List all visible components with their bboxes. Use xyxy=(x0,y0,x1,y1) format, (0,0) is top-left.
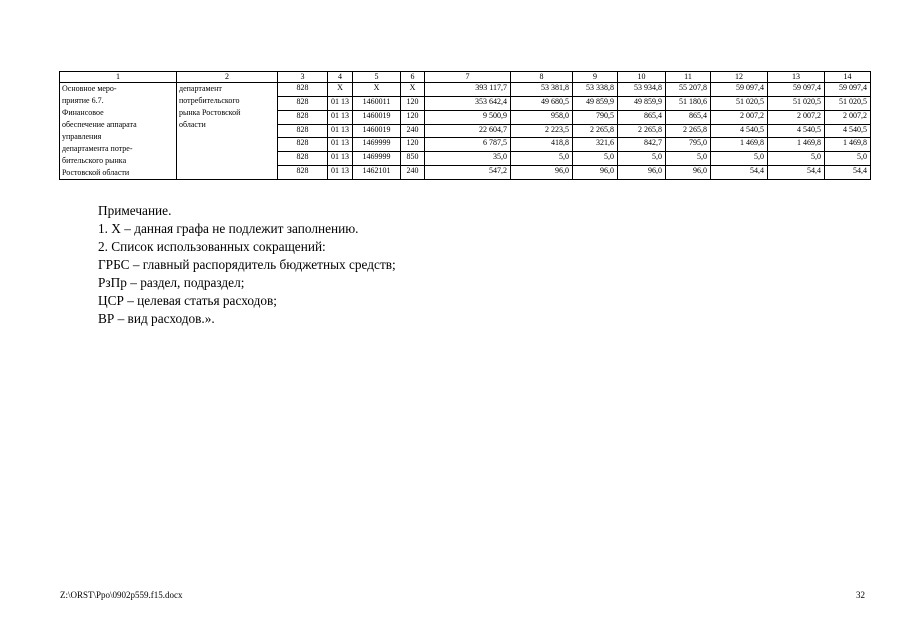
column-header: 5 xyxy=(353,72,401,83)
table-cell: 5,0 xyxy=(768,152,825,166)
column-header: 13 xyxy=(768,72,825,83)
table-cell: 828 xyxy=(278,83,328,97)
table-cell: 1 469,8 xyxy=(825,138,871,152)
table-cell: 120 xyxy=(401,110,425,124)
table-cell: 958,0 xyxy=(511,110,573,124)
table-cell: 2 223,5 xyxy=(511,124,573,138)
table-cell: 5,0 xyxy=(511,152,573,166)
table-cell: 49 680,5 xyxy=(511,96,573,110)
note-line: РзПр – раздел, подраздел; xyxy=(98,275,245,290)
table-cell: 1469999 xyxy=(353,138,401,152)
column-header: 6 xyxy=(401,72,425,83)
table-cell: 120 xyxy=(401,96,425,110)
table-cell: X xyxy=(401,83,425,97)
note-line: 1. Х – данная графа не подлежит заполнению. xyxy=(98,221,359,236)
note-line: 2. Список использованных сокращений: xyxy=(98,239,326,254)
table-cell: 393 117,7 xyxy=(425,83,511,97)
table-cell: 54,4 xyxy=(768,166,825,180)
table-cell: 828 xyxy=(278,166,328,180)
budget-table xyxy=(59,71,871,180)
column-header: 14 xyxy=(825,72,871,83)
table-cell: 865,4 xyxy=(618,110,666,124)
table-cell: 828 xyxy=(278,110,328,124)
table-cell: 5,0 xyxy=(825,152,871,166)
table-cell: 54,4 xyxy=(711,166,768,180)
column-header: 10 xyxy=(618,72,666,83)
table-cell: 240 xyxy=(401,166,425,180)
table-cell: 795,0 xyxy=(666,138,711,152)
column-header: 4 xyxy=(328,72,353,83)
table-cell: 2 265,8 xyxy=(666,124,711,138)
notes-title: Примечание. xyxy=(98,203,172,218)
table-cell: 240 xyxy=(401,124,425,138)
table-cell: 51 020,5 xyxy=(768,96,825,110)
column-header: 9 xyxy=(573,72,618,83)
table-cell: 1469999 xyxy=(353,152,401,166)
footer-file-path: Z:\ORST\Ppo\0902p559.f15.docx xyxy=(60,590,183,600)
notes-section xyxy=(98,202,396,328)
table-cell: 51 180,6 xyxy=(666,96,711,110)
table-cell: 2 007,2 xyxy=(711,110,768,124)
table-cell: 5,0 xyxy=(666,152,711,166)
column-header: 8 xyxy=(511,72,573,83)
column-header: 3 xyxy=(278,72,328,83)
column-header: 2 xyxy=(177,72,278,83)
table-cell: 96,0 xyxy=(573,166,618,180)
table-cell: 4 540,5 xyxy=(711,124,768,138)
table-cell: 790,5 xyxy=(573,110,618,124)
table-cell: 59 097,4 xyxy=(825,83,871,97)
table-cell: 53 338,8 xyxy=(573,83,618,97)
table-cell: 51 020,5 xyxy=(711,96,768,110)
note-line: ЦСР – целевая статья расходов; xyxy=(98,293,277,308)
table-cell: 4 540,5 xyxy=(768,124,825,138)
table-cell: 1460019 xyxy=(353,124,401,138)
table-cell: 59 097,4 xyxy=(768,83,825,97)
table-cell: 54,4 xyxy=(825,166,871,180)
table-cell: 828 xyxy=(278,152,328,166)
table-cell: 96,0 xyxy=(666,166,711,180)
table-cell: 53 934,8 xyxy=(618,83,666,97)
table-cell: 842,7 xyxy=(618,138,666,152)
table-header-row xyxy=(60,72,871,83)
table-cell: 2 007,2 xyxy=(768,110,825,124)
table-cell: 1 469,8 xyxy=(768,138,825,152)
table-cell: 353 642,4 xyxy=(425,96,511,110)
table-cell: 01 13 xyxy=(328,152,353,166)
table-cell: 5,0 xyxy=(711,152,768,166)
table-row xyxy=(60,83,871,97)
table-cell: 01 13 xyxy=(328,110,353,124)
table-cell: X xyxy=(328,83,353,97)
table-cell: 01 13 xyxy=(328,138,353,152)
table-cell: 49 859,9 xyxy=(573,96,618,110)
table-cell: 828 xyxy=(278,124,328,138)
table-cell: 53 381,8 xyxy=(511,83,573,97)
table-cell: 1 469,8 xyxy=(711,138,768,152)
table-cell: 321,6 xyxy=(573,138,618,152)
note-line: ГРБС – главный распорядитель бюджетных средств; xyxy=(98,257,396,272)
table-cell: 96,0 xyxy=(511,166,573,180)
table-cell: X xyxy=(353,83,401,97)
activity-name-cell: Основное меро- приятие 6.7. Финансовое обеспечение аппарата управления департамента потре- бительского рынка Ростовской области xyxy=(60,83,177,180)
table-cell: 22 604,7 xyxy=(425,124,511,138)
page-number: 32 xyxy=(856,590,865,600)
table-cell: 418,8 xyxy=(511,138,573,152)
table-cell: 1460011 xyxy=(353,96,401,110)
table-cell: 55 207,8 xyxy=(666,83,711,97)
table-cell: 1460019 xyxy=(353,110,401,124)
column-header: 11 xyxy=(666,72,711,83)
table-cell: 828 xyxy=(278,138,328,152)
table-cell: 4 540,5 xyxy=(825,124,871,138)
table-cell: 865,4 xyxy=(666,110,711,124)
table-cell: 547,2 xyxy=(425,166,511,180)
table-cell: 828 xyxy=(278,96,328,110)
column-header: 7 xyxy=(425,72,511,83)
table-cell: 59 097,4 xyxy=(711,83,768,97)
table-cell: 2 265,8 xyxy=(618,124,666,138)
table-cell: 51 020,5 xyxy=(825,96,871,110)
table-cell: 120 xyxy=(401,138,425,152)
note-line: ВР – вид расходов.». xyxy=(98,311,215,326)
table-cell: 2 007,2 xyxy=(825,110,871,124)
executor-cell: департамент потребительского рынка Ростовской области xyxy=(177,83,278,180)
table-cell: 01 13 xyxy=(328,166,353,180)
table-cell: 01 13 xyxy=(328,124,353,138)
table-cell: 5,0 xyxy=(618,152,666,166)
column-header: 12 xyxy=(711,72,768,83)
table-cell: 35,0 xyxy=(425,152,511,166)
table-cell: 49 859,9 xyxy=(618,96,666,110)
table-cell: 01 13 xyxy=(328,96,353,110)
column-header: 1 xyxy=(60,72,177,83)
table-body xyxy=(60,83,871,180)
table-cell: 6 787,5 xyxy=(425,138,511,152)
table-cell: 850 xyxy=(401,152,425,166)
table-cell: 96,0 xyxy=(618,166,666,180)
table-cell: 2 265,8 xyxy=(573,124,618,138)
table-cell: 1462101 xyxy=(353,166,401,180)
table-cell: 5,0 xyxy=(573,152,618,166)
table-cell: 9 500,9 xyxy=(425,110,511,124)
